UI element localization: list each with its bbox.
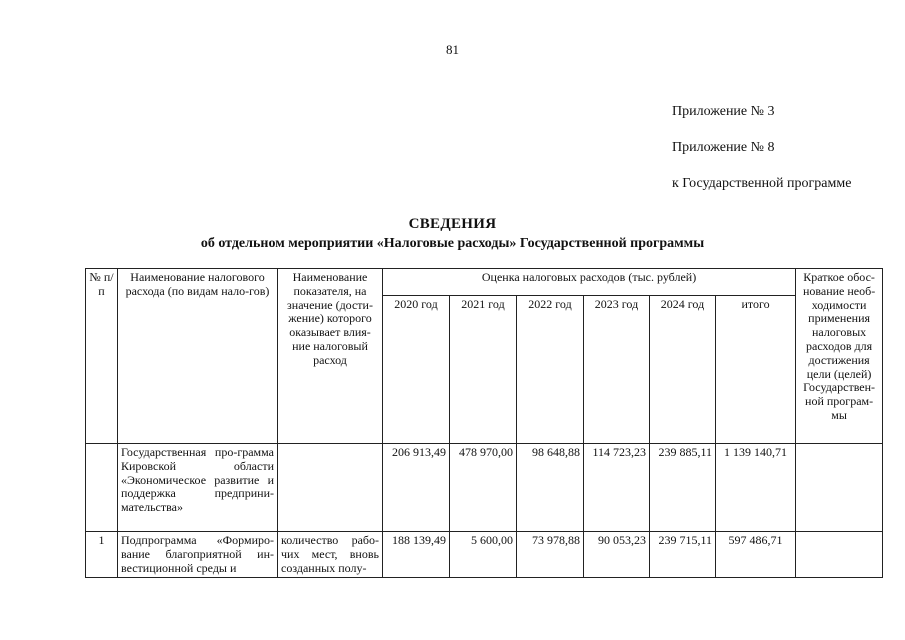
value-2023: 90 053,23 [584, 532, 650, 578]
header-tax-expenditure-name: Наименование налогового расхода (по видам нало-гов) [118, 269, 278, 444]
page-number: 81 [446, 42, 459, 57]
header-year-2024: 2024 год [650, 296, 716, 444]
header-num: № п/п [86, 269, 118, 444]
header-rationale: Краткое обос-нование необ-ходимости применения налоговых расходов для достижения цели (целей) Государствен-ной програм-мы [796, 269, 883, 444]
row-indicator [278, 444, 383, 532]
value-2024: 239 715,11 [650, 532, 716, 578]
value-2022: 73 978,88 [517, 532, 584, 578]
appendix-line-2: Приложение № 8 [672, 140, 775, 155]
row-num [86, 444, 118, 532]
header-year-2022: 2022 год [517, 296, 584, 444]
value-total: 597 486,71 [716, 532, 796, 578]
tax-expenditures-table [85, 268, 883, 578]
value-2020: 206 913,49 [383, 444, 450, 532]
document-subtitle: об отдельном мероприятии «Налоговые расходы» Государственной программы [200, 236, 705, 251]
row-rationale [796, 444, 883, 532]
row-indicator: количество рабо-чих мест, вновь созданных полу- [278, 532, 383, 578]
value-2023: 114 723,23 [584, 444, 650, 532]
row-name: Подпрограмма «Формиро-вание благоприятной ин-вестиционной среды и [118, 532, 278, 578]
value-2024: 239 885,11 [650, 444, 716, 532]
header-year-2021: 2021 год [450, 296, 517, 444]
row-num: 1 [86, 532, 118, 578]
row-rationale [796, 532, 883, 578]
header-total: итого [716, 296, 796, 444]
value-total: 1 139 140,71 [716, 444, 796, 532]
header-year-2020: 2020 год [383, 296, 450, 444]
value-2021: 478 970,00 [450, 444, 517, 532]
header-estimate: Оценка налоговых расходов (тыс. рублей) [383, 269, 796, 296]
header-year-2023: 2023 год [584, 296, 650, 444]
value-2020: 188 139,49 [383, 532, 450, 578]
appendix-line-1: Приложение № 3 [672, 104, 775, 119]
value-2022: 98 648,88 [517, 444, 584, 532]
value-2021: 5 600,00 [450, 532, 517, 578]
header-indicator-name: Наименование показателя, на значение (дости-жение) которого оказывает влия-ние налоговый расход [278, 269, 383, 444]
row-name: Государственная про-грамма Кировской области «Экономическое развитие и поддержка предприни-мательства» [118, 444, 278, 532]
table-row [86, 532, 883, 578]
document-title: СВЕДЕНИЯ [408, 216, 497, 232]
appendix-line-3: к Государственной программе [672, 176, 852, 191]
table-row [86, 444, 883, 532]
